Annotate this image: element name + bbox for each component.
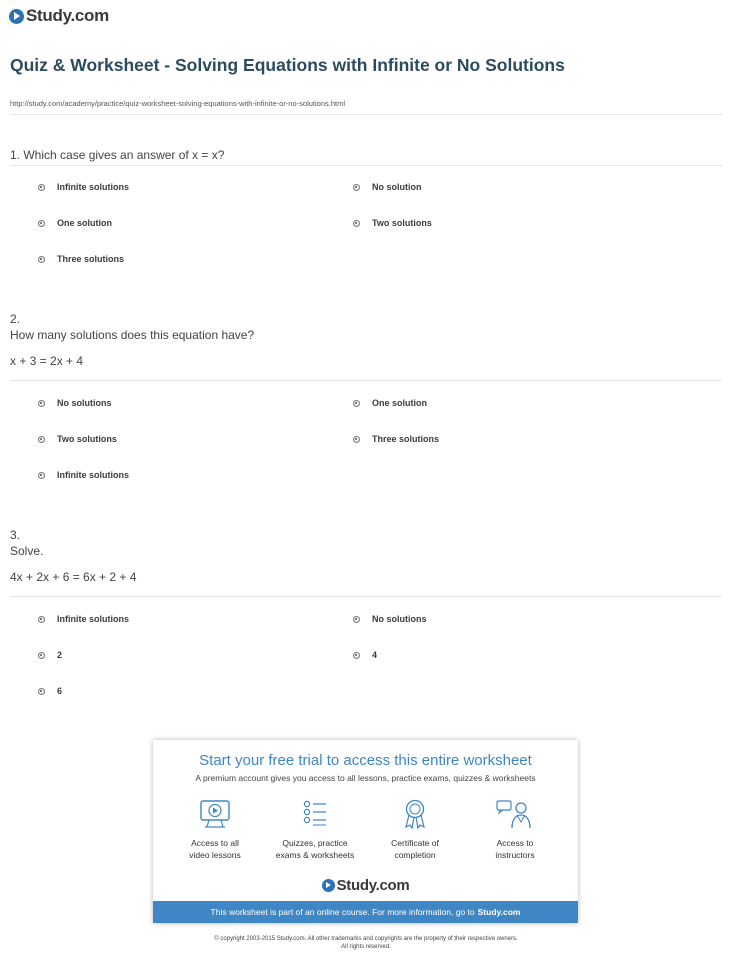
question-3-option-4[interactable]: 4 bbox=[353, 650, 377, 660]
radio-icon[interactable] bbox=[38, 256, 45, 263]
question-3-option-5[interactable]: 6 bbox=[38, 686, 62, 696]
radio-icon[interactable] bbox=[38, 472, 45, 479]
feature-label: Certificate of completion bbox=[391, 838, 439, 860]
instructor-icon bbox=[495, 798, 535, 830]
question-3-number: 3. bbox=[10, 528, 21, 542]
promo-subline: A premium account gives you access to all lessons, practice exams, quizzes & worksheets bbox=[195, 773, 536, 783]
radio-icon[interactable] bbox=[38, 184, 45, 191]
question-1-option-2[interactable]: No solution bbox=[353, 182, 422, 192]
question-2-option-1[interactable]: No solutions bbox=[38, 398, 112, 408]
question-1-option-1[interactable]: Infinite solutions bbox=[38, 182, 129, 192]
question-2-option-4[interactable]: Three solutions bbox=[353, 434, 439, 444]
copyright: © copyright 2003-2015 Study.com. All other trademarks and copyrights are the property of their respective owners. All rights reserved. bbox=[214, 936, 518, 950]
question-3-equation: 4x + 2x + 6 = 6x + 2 + 4 bbox=[10, 570, 137, 584]
certificate-icon bbox=[398, 798, 432, 830]
radio-icon[interactable] bbox=[38, 436, 45, 443]
promo-study-logo[interactable] bbox=[153, 877, 578, 894]
play-logo-icon bbox=[9, 9, 24, 24]
radio-icon[interactable] bbox=[38, 220, 45, 227]
question-1-text: 1. Which case gives an answer of x = x? bbox=[10, 148, 225, 162]
feature-label: Quizzes, practice exams & worksheets bbox=[275, 838, 355, 860]
feature-label: Access to instructors bbox=[495, 838, 535, 860]
question-2-option-2[interactable]: One solution bbox=[353, 398, 427, 408]
question-1-option-3[interactable]: One solution bbox=[38, 218, 112, 228]
question-2-text: How many solutions does this equation have? bbox=[10, 328, 255, 342]
radio-icon[interactable] bbox=[38, 400, 45, 407]
question-2-number: 2. bbox=[10, 312, 21, 326]
play-logo-icon bbox=[322, 879, 335, 892]
free-trial-promo[interactable] bbox=[153, 740, 578, 923]
question-3-text: Solve. bbox=[10, 544, 44, 558]
promo-headline: Start your free trial to access this entire worksheet bbox=[199, 752, 532, 769]
radio-icon[interactable] bbox=[353, 436, 360, 443]
radio-icon[interactable] bbox=[353, 616, 360, 623]
feature-quizzes bbox=[265, 798, 365, 861]
question-3-option-1[interactable]: Infinite solutions bbox=[38, 614, 129, 624]
question-3-option-3[interactable]: 2 bbox=[38, 650, 62, 660]
video-lesson-icon bbox=[198, 798, 232, 830]
radio-icon[interactable] bbox=[353, 400, 360, 407]
logo-text: Study.com bbox=[26, 6, 109, 25]
radio-icon[interactable] bbox=[38, 616, 45, 623]
question-2-option-3[interactable]: Two solutions bbox=[38, 434, 117, 444]
divider bbox=[10, 380, 722, 381]
radio-icon[interactable] bbox=[38, 652, 45, 659]
divider bbox=[10, 165, 722, 166]
feature-certificate bbox=[365, 798, 465, 861]
feature-instructors bbox=[465, 798, 565, 861]
page-title: Quiz & Worksheet - Solving Equations with Infinite or No Solutions bbox=[10, 55, 565, 75]
radio-icon[interactable] bbox=[353, 220, 360, 227]
feature-label: Access to all video lessons bbox=[189, 838, 241, 860]
study-link[interactable]: Study.com bbox=[477, 907, 521, 917]
radio-icon[interactable] bbox=[353, 652, 360, 659]
list-icon bbox=[298, 798, 332, 830]
study-logo[interactable] bbox=[9, 6, 109, 26]
radio-icon[interactable] bbox=[38, 688, 45, 695]
radio-icon[interactable] bbox=[353, 184, 360, 191]
question-2-equation: x + 3 = 2x + 4 bbox=[10, 354, 84, 368]
question-3-option-2[interactable]: No solutions bbox=[353, 614, 427, 624]
question-2-option-5[interactable]: Infinite solutions bbox=[38, 470, 129, 480]
promo-info-bar[interactable]: This worksheet is part of an online course. For more information, go to Study.com bbox=[153, 901, 578, 923]
feature-video-lessons bbox=[165, 798, 265, 861]
divider bbox=[10, 596, 722, 597]
page-url: http://study.com/academy/practice/quiz-worksheet-solving-equations-with-infinite-or-no-solutions.html bbox=[10, 99, 346, 108]
question-1-option-5[interactable]: Three solutions bbox=[38, 254, 124, 264]
question-1-option-4[interactable]: Two solutions bbox=[353, 218, 432, 228]
divider bbox=[10, 114, 722, 115]
logo-text: Study.com bbox=[336, 877, 410, 894]
